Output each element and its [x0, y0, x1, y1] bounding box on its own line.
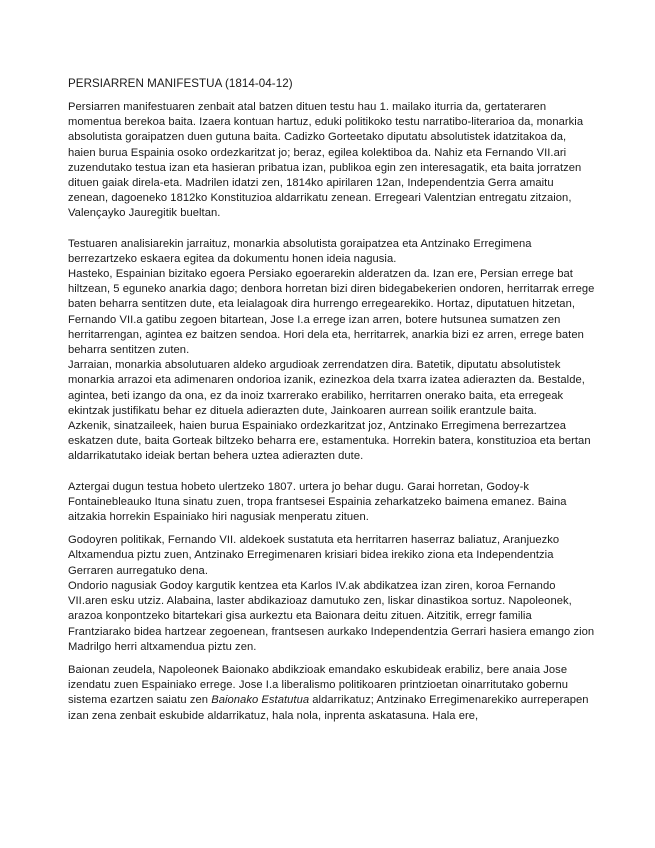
document-page: [68, 76, 596, 724]
paragraph-persia-comparison: Hasteko, Espainian bizitako egoera Persiako egoerarekin alderatzen da. Izan ere, Persian errege bat hiltzean, 5 eguneko anarkia dago; denbora horretan bizi diren bidegabekerien ondoren, herritarrak errege baten beharra sentitzen dute, eta leialagoak dira hurrengo erregearekiko. Hortaz, diputatuen hitzetan, Fernando VII.a gatibu zegoen bitartean, Jose I.a errege izan arren, botere hutsunea sumatzen zen herritarrengan, agintea ez baitzen sendoa. Hori dela eta, herritarrek, anarkia bizi ez arren, errege baten beharra sentitzen zuten.: [68, 268, 595, 357]
paragraph-bayonne: [68, 663, 596, 724]
paragraph-aranjuez: Godoyren politikak, Fernando VII. aldekoek sustatuta eta herritarren haserraz baliatuz, Aranjuezko Altxamendua piztu zuen, Antzinako Erregimenaren krisiari bidea irekiko ziona eta Independentzia Gerraren aurregatuko dena.: [68, 534, 560, 577]
paragraph-bayonne-part-1: Baionan zeudela, Napoleonek Baionako abdikzioak emandako eskubideak erabiliz, bere anaia Jose izendatu zuen Espainiako errege. Jose I.a liberalismo politikoaren printzioetan oinarritutako gobernu sistema ezartzen saiatu zen: [68, 663, 569, 707]
paragraph-consequences: Ondorio nagusiak Godoy kargutik kentzea eta Karlos IV.ak abdikatzea izan ziren, koroa Fernando VII.aren esku utziz. Alabaina, laster abdikazioaz damutuko zen, liskar dinastikoa sortuz. Napoleonek, arazoa konpontzeko bitartekari gisa aurkeztu eta Baionara deitu zituen. Aitzitik, erregr familia Frantziarako bidea hartzear zegoenean, frantsesen aurkako Independentzia Gerrari hasiera emango zion Madrilgo herri altxamendua piztu zen.: [68, 579, 595, 653]
paragraph-bayonne-part-2: aldarrikatuz; Antzinako Erregimenarekiko aurreperapen izan zena zenbait eskubide aldarrikatuz, hala nola, inprenta askatasuna. Hala ere,: [68, 694, 589, 722]
paragraph-signatories-request: Azkenik, sinatzaileek, haien burua Espainiako ordezkaritzat joz, Antzinako Erregimena berrezartzea eskatzen dute, baita Gorteak biltzeko beharra ere, estamentuka. Horrekin batera, konstituzioa eta bertan aldarrikatutako ideiak bertan behera uztea adierazten dute.: [68, 420, 591, 463]
document-title: PERSIARREN MANIFESTUA (1814-04-12): [68, 77, 293, 90]
paragraph-main-idea: Testuaren analisiarekin jarraituz, monarkia absolutista goraipatzea eta Antzinako Erregimena berrezartzeko eskaera egitea da dokumentu honen ideia nagusia.: [68, 237, 532, 265]
bayonne-statute-title: Baionako Estatutua: [211, 694, 310, 707]
paragraph-absolutist-arguments: Jarraian, monarkia absolutuaren aldeko argudioak zerrendatzen dira. Batetik, diputatu absolutistek monarkia arrazoi eta adimenaren ondorioa izanik, ezinezkoa dela txarra izatea adierazten da. Bestalde, agintea, beti izango da ona, ez da inoiz txarrerako erabiliko, herritarren onerako baita, eta erregeak ekintzak justifikatu behar ez dituela adierazten dute, Jainkoaren aurrean soilik erantzule baita.: [68, 359, 585, 417]
paragraph-source-analysis: Persiarren manifestuaren zenbait atal batzen dituen testu hau 1. mailako iturria da, gertateraren momentua berekoa baita. Izaera kontuan hartuz, eduki politikoko testu narratibo-literarioa da, monarkia absolutista goraipatzen duen gutuna baita. Cadizko Gorteetako diputatu absolutistek idatzitakoa da, haien burua Espainia osoko ordezkaritzat jo; beraz, egilea kolektiboa da. Nahiz eta Fernando VII.ari zuzendutako testua izan eta hasieran pribatua izan, publikoa egin zen interesagatik, eta baita jorratzen dituen gaiak direla-eta. Madrilen idatzi zen, 1814ko apirilaren 12an, Independentzia Gerra amaitu zenean, dagoeneko 1812ko Konstituzioa aldarrikatu zenean. Erregeari Valentzian entregatu zitzaion, Valençayko Jauregitik bueltan.: [68, 101, 584, 220]
paragraph-context-1807: Aztergai dugun testua hobeto ulertzeko 1807. urtera jo behar dugu. Garai horretan, Godoy-k Fontainebleauko Ituna sinatu zuen, tropa frantsesei Espainia zeharkatzeko baimena emanez. Baina aitzakia horrekin Espainiako hiri nagusiak menperatu zituen.: [68, 480, 567, 524]
